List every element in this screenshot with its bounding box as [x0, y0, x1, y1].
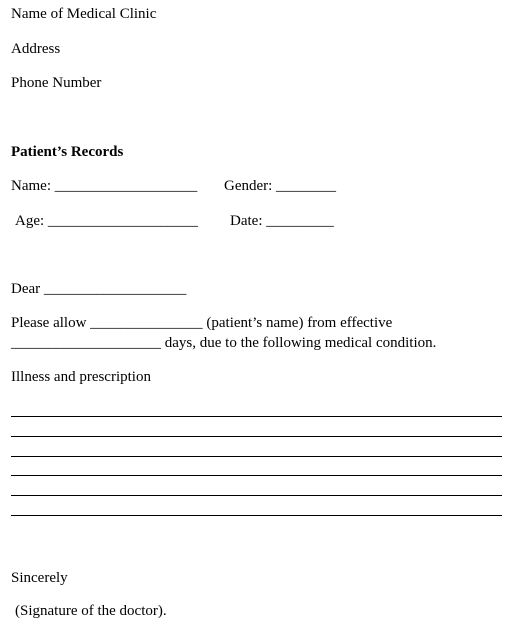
date-field: Date: _________	[230, 213, 334, 229]
writing-line	[11, 475, 502, 476]
writing-line	[11, 416, 502, 417]
signature-line: (Signature of the doctor).	[15, 603, 167, 619]
closing: Sincerely	[11, 570, 68, 586]
age-field: Age: ____________________	[15, 213, 198, 229]
writing-line	[11, 495, 502, 496]
writing-line	[11, 515, 502, 516]
illness-label: Illness and prescription	[11, 369, 151, 385]
clinic-address: Address	[11, 41, 61, 57]
body-line-2: ____________________ days, due to the following medical condition.	[11, 335, 437, 351]
gender-field: Gender: ________	[224, 178, 337, 194]
name-field: Name: ___________________	[11, 178, 198, 194]
body-line-1: Please allow _______________ (patient’s name) from effective	[11, 315, 393, 331]
writing-line	[11, 436, 502, 437]
clinic-name: Name of Medical Clinic	[11, 6, 157, 22]
writing-line	[11, 456, 502, 457]
salutation: Dear ___________________	[11, 281, 187, 297]
records-heading: Patient’s Records	[11, 144, 124, 160]
clinic-phone: Phone Number	[11, 75, 102, 91]
